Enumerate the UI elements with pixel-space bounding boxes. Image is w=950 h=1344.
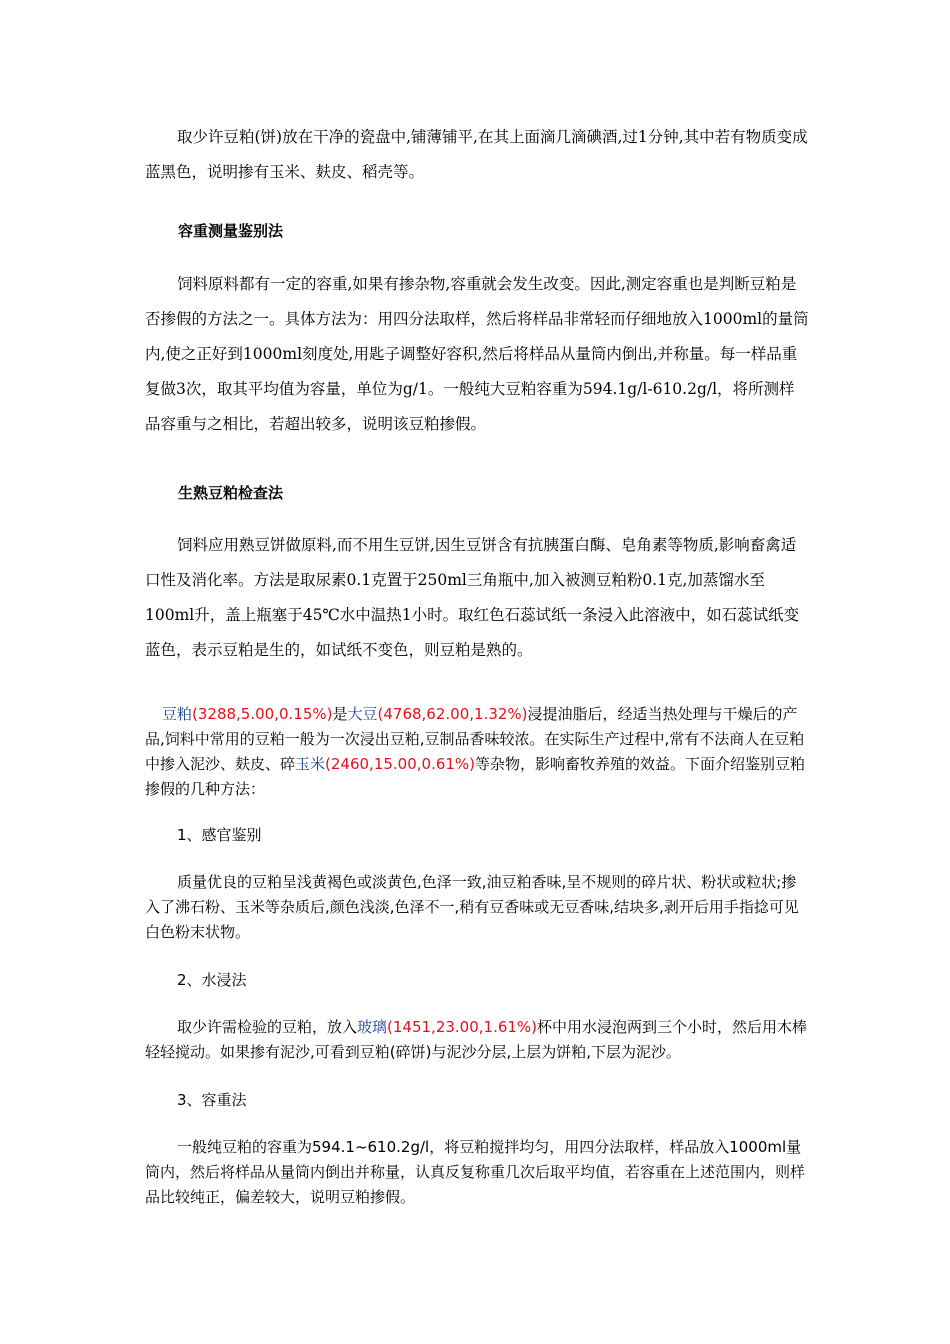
method1-paragraph: 质量优良的豆粕呈浅黄褐色或淡黄色,色泽一致,油豆粕香味,呈不规则的碎片状、粉状或粒状;掺入了沸石粉、玉米等杂质后,颜色浅淡,色泽不一,稍有豆香味或无豆香味,结块多,剥开后用手指捻可见白色粉末状物。 bbox=[145, 873, 799, 941]
method3-title: 3、容重法 bbox=[177, 1091, 247, 1109]
method3-paragraph: 一般纯豆粕的容重为594.1~610.2g/l，将豆粕搅拌均匀，用四分法取样，样品放入1000ml量筒内，然后将样品从量筒内倒出并称量，认真反复称重几次后取平均值，若容重在上述范围内，则样品比较纯正，偏差较大，说明豆粕掺假。 bbox=[145, 1138, 806, 1206]
iodine-test-paragraph: 取少许豆粕(饼)放在干净的瓷盘中,铺薄铺平,在其上面滴几滴碘酒,过1分钟,其中若有物质变成蓝黑色，说明掺有玉米、麸皮、稻壳等。 bbox=[145, 128, 808, 181]
link-soybean[interactable]: 大豆 bbox=[347, 705, 378, 723]
bulk-density-heading: 容重测量鉴别法 bbox=[178, 222, 284, 240]
raw-cooked-heading: 生熟豆粕检查法 bbox=[178, 484, 284, 502]
link-corn[interactable]: 玉米 bbox=[295, 755, 326, 773]
link-glass[interactable]: 玻璃 bbox=[357, 1018, 388, 1036]
stat-soybean-meal: (3288,5.00,0.15%) bbox=[192, 705, 333, 723]
method2-text-1: 取少许需检验的豆粕，放入 bbox=[177, 1018, 358, 1036]
stat-soybean: (4768,62.00,1.32%) bbox=[377, 705, 528, 723]
raw-cooked-paragraph: 饲料应用熟豆饼做原料,而不用生豆饼,因生豆饼含有抗胰蛋白酶、皂角素等物质,影响畜禽适口性及消化率。方法是取尿素0.1克置于250ml三角瓶中,加入被测豆粕粉0.1克,加蒸馏水至100ml升，盖上瓶塞于45℃水中温热1小时。取红色石蕊试纸一条浸入此溶液中，如石蕊试纸变蓝色，表示豆粕是生的，如试纸不变色，则豆粕是熟的。 bbox=[145, 536, 800, 659]
method2-title: 2、水浸法 bbox=[177, 971, 247, 989]
stat-glass: (1451,23.00,1.61%) bbox=[387, 1018, 538, 1036]
method1-title: 1、感官鉴别 bbox=[177, 826, 262, 844]
intro-text-1: 是 bbox=[332, 705, 348, 723]
intro-text-2: 浸提油脂后，经适当热处理与干燥后的产品,饲料中常用的豆粕一般为一次浸出豆粕,豆制品香味较浓。在实际生产过程中,常有不法商人在豆粕中掺入泥沙、麸皮、碎 bbox=[145, 705, 805, 773]
intro-paragraph bbox=[145, 702, 810, 802]
link-soybean-meal[interactable]: 豆粕 bbox=[162, 705, 193, 723]
method2-text-2: 杯中用水浸泡两到三个小时，然后用木棒轻轻搅动。如果掺有泥沙,可看到豆粕(碎饼)与泥沙分层,上层为饼粕,下层为泥沙。 bbox=[145, 1018, 808, 1061]
method2-paragraph bbox=[145, 1015, 810, 1065]
stat-corn: (2460,15.00,0.61%) bbox=[325, 755, 476, 773]
intro-text-3: 等杂物，影响畜牧养殖的效益。下面介绍鉴别豆粕掺假的几种方法： bbox=[145, 755, 806, 798]
bulk-density-paragraph: 饲料原料都有一定的容重,如果有掺杂物,容重就会发生改变。因此,测定容重也是判断豆粕是否掺假的方法之一。具体方法为：用四分法取样，然后将样品非常轻而仔细地放入1000ml的量筒内,使之正好到1000ml刻度处,用匙子调整好容积,然后将样品从量筒内倒出,并称量。每一样品重复做3次，取其平均值为容量，单位为g/1。一般纯大豆粕容重为594.1g/l-610.2g/l，将所测样品容重与之相比，若超出较多，说明该豆粕掺假。 bbox=[145, 275, 809, 433]
